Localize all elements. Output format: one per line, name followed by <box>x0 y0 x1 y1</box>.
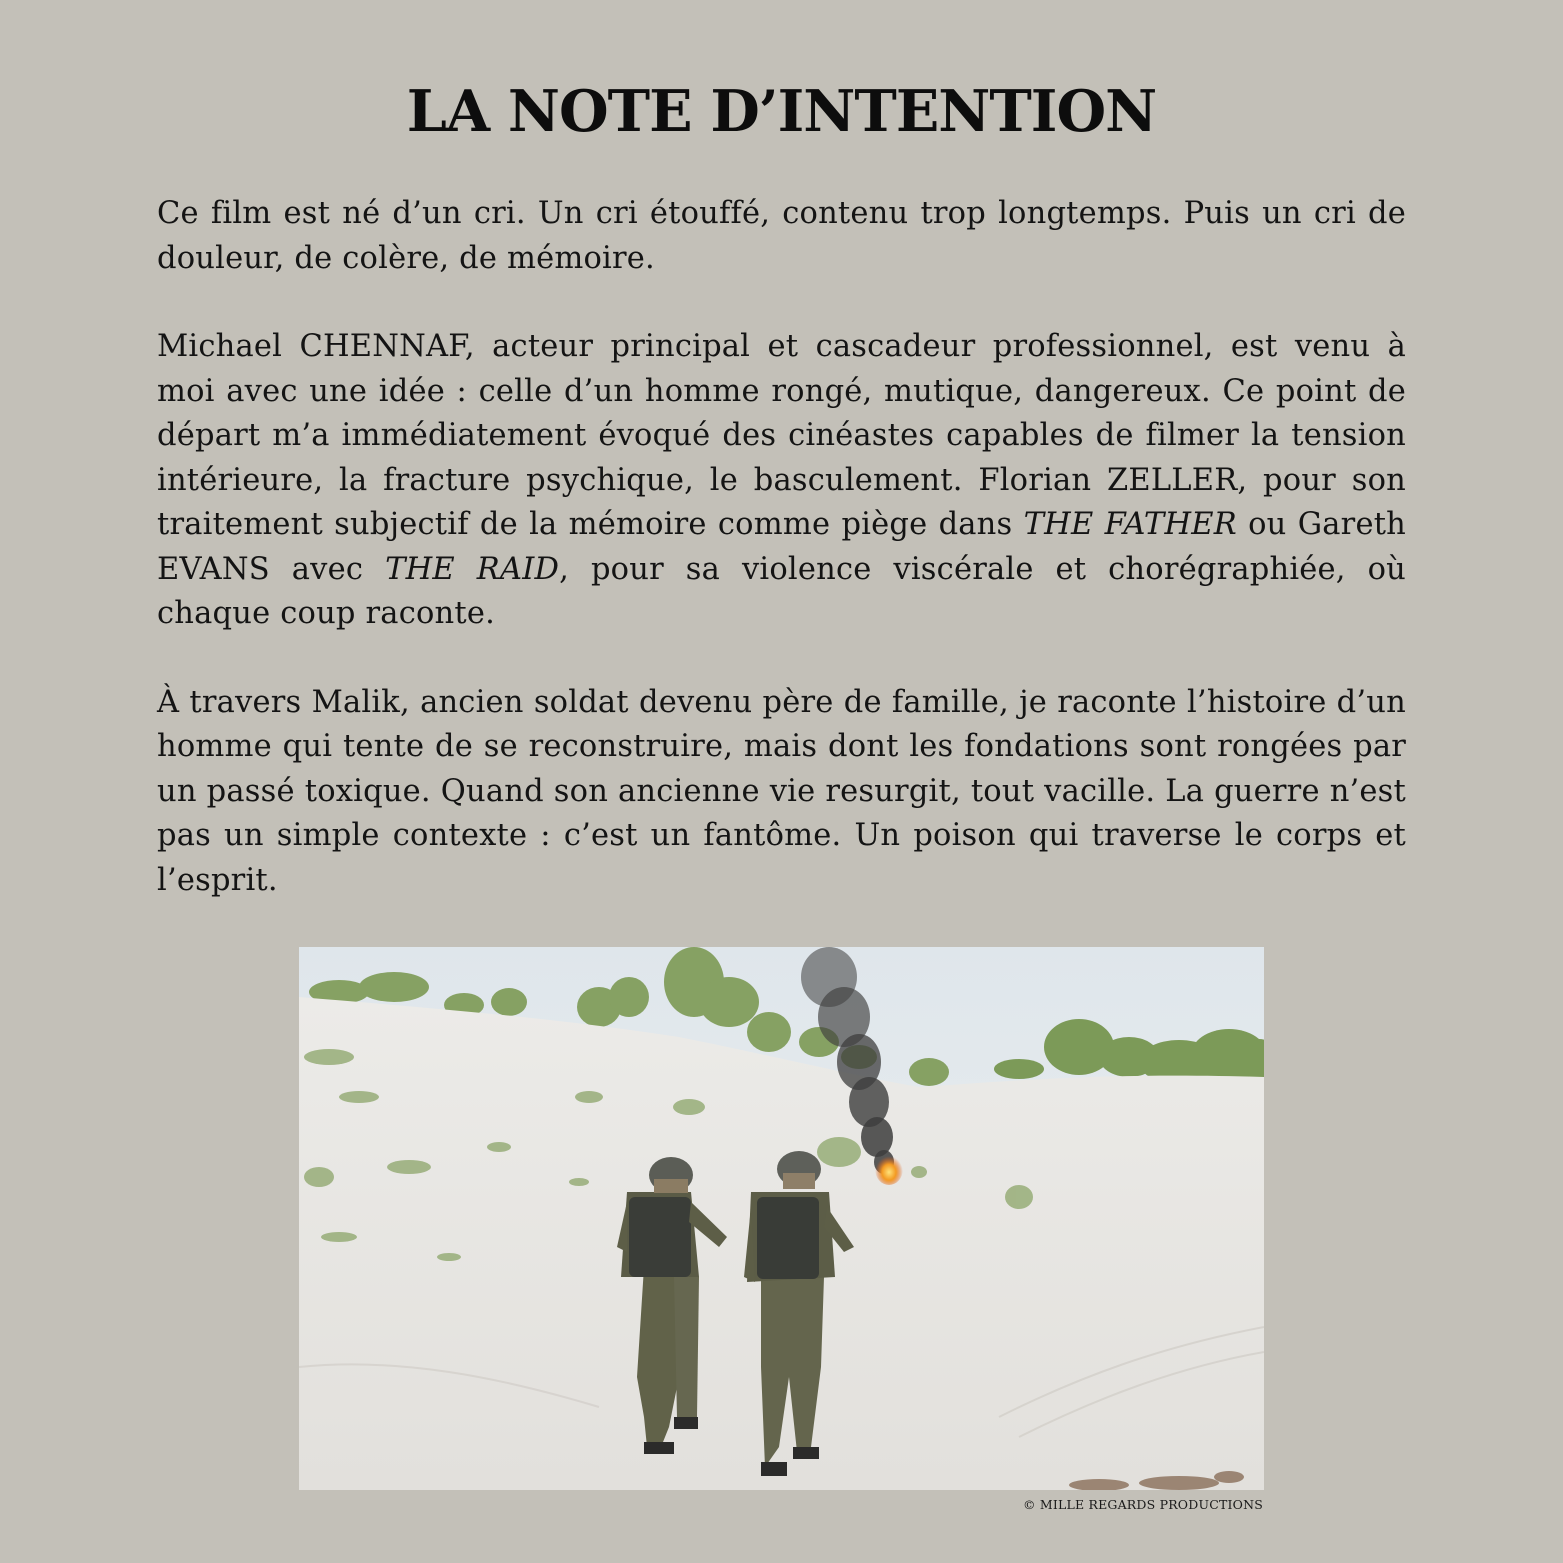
paragraph-2-part-b: ou Gareth EVANS avec <box>157 507 1406 587</box>
page-title: LA NOTE D’INTENTION <box>406 78 1157 145</box>
paragraph-1: Ce film est né d’un cri. Un cri étouffé, contenu trop longtemps. Puis un cri de douleur, de colère, de mémoire. <box>157 196 1406 276</box>
photo-credit: © MILLE REGARDS PRODUCTIONS <box>1022 1497 1263 1512</box>
film-still-photo <box>299 947 1264 1490</box>
paragraph-2-part-c: , pour sa violence viscérale et chorégraphiée, où chaque coup raconte. <box>157 551 1407 631</box>
fire <box>875 1153 903 1185</box>
paragraph-3: À travers Malik, ancien soldat devenu père de famille, je raconte l’histoire d’un homme qui tente de se reconstruire, mais dont les fondations sont rongées par un passé toxique. Quand son ancienne vie resurgit, tout vacille. La guerre n’est pas un simple contexte : c’est un fantôme. Un poison qui traverse le corps et l’esprit. <box>157 684 1406 898</box>
paragraph-2 <box>157 325 1406 637</box>
film-title-the-father: THE FATHER <box>1023 507 1237 542</box>
paragraph-2-part-a: Michael CHENNAF, acteur principal et cascadeur professionnel, est venu à moi avec une idée : celle d’un homme rongé, mutique, dangereux. Ce point de départ m’a immédiatement évoqué des cinéastes capables de filmer la tension intérieure, la fracture psychique, le basculement. Florian ZELLER, pour son traitement subjectif de la mémoire comme piège dans <box>157 329 1406 542</box>
film-title-the-raid: THE RAID <box>385 551 560 587</box>
intention-text <box>157 192 1406 947</box>
